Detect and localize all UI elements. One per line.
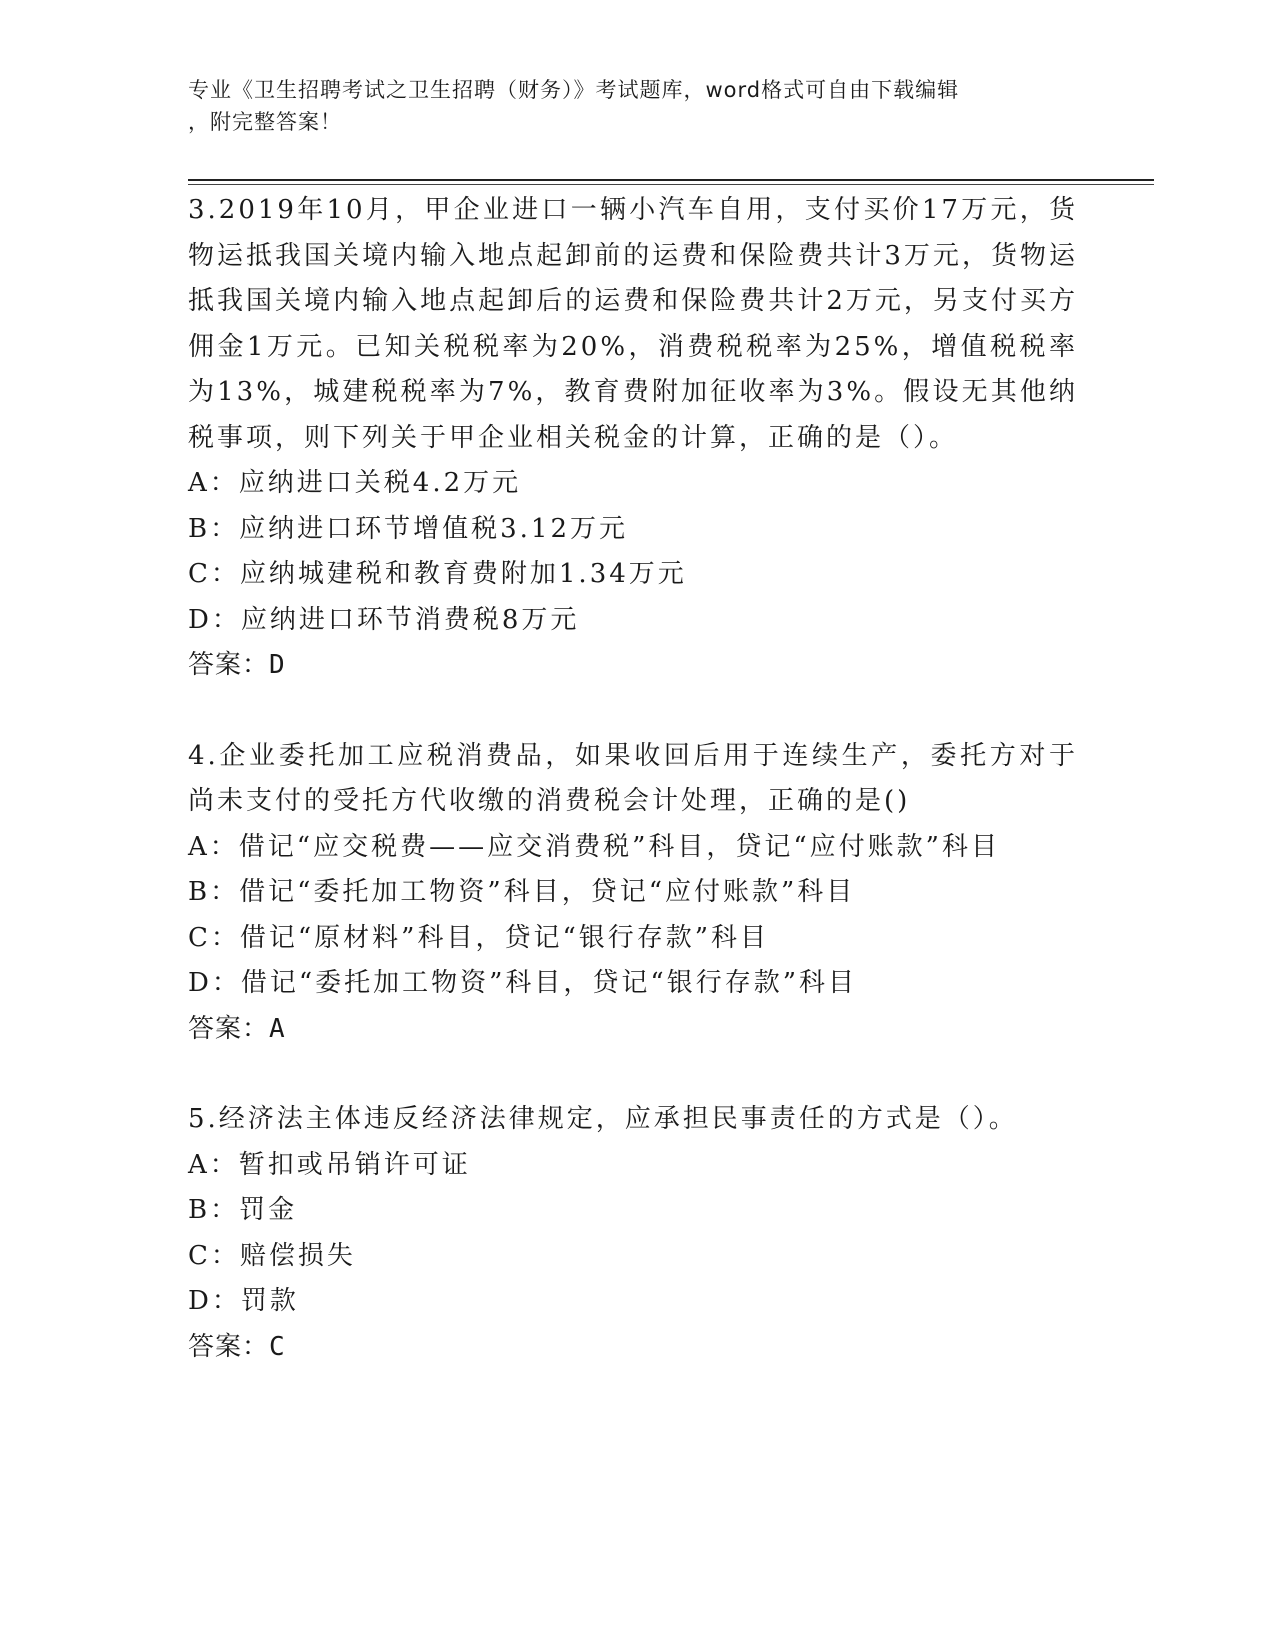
option-b: B：罚金 (188, 1195, 298, 1225)
option-b: B：应纳进口环节增值税3.12万元 (188, 513, 628, 544)
answer-value: D (269, 650, 286, 680)
answer-label: 答案： (188, 1013, 270, 1044)
answer-line (188, 1325, 1078, 1371)
answer-value: C (269, 1331, 286, 1362)
option-b: B：借记“委托加工物资”科目，贷记“应付账款”科目 (188, 877, 856, 907)
option-a: A：应纳进口关税4.2万元 (188, 468, 522, 498)
question-3 (188, 188, 1078, 689)
question-4 (188, 734, 1078, 1053)
option-d: D：罚款 (188, 1286, 299, 1316)
option-c: C：借记“原材料”科目，贷记“银行存款”科目 (188, 922, 770, 953)
spacer (188, 689, 1078, 734)
document-header (188, 74, 1068, 138)
header-divider-thin (188, 184, 1154, 185)
header-divider (188, 179, 1154, 181)
question-stem: 3.2019年10月，甲企业进口一辆小汽车自用，支付买价17万元，货物运抵我国关境内输入地点起卸前的运费和保险费共计3万元，货物运抵我国关境内输入地点起卸后的运费和保险费共计2万元，另支付买方佣金1万元。已知关税税率为20%，消费税税率为25%，增值税税率为13%，城建税税率为7%，教育费附加征收率为3%。假设无其他纳税事项，则下列关于甲企业相关税金的计算，正确的是（）。 (188, 195, 1078, 453)
option-a: A：暂扣或吊销许可证 (188, 1149, 471, 1180)
header-line-1: 专业《卫生招聘考试之卫生招聘（财务）》考试题库，word格式可自由下载编辑 (188, 78, 960, 102)
option-c: C：应纳城建税和教育费附加1.34万元 (188, 559, 687, 589)
question-5 (188, 1097, 1078, 1370)
answer-label: 答案： (188, 1331, 270, 1362)
question-stem: 5.经济法主体违反经济法律规定，应承担民事责任的方式是（）。 (188, 1104, 1018, 1134)
option-d: D：应纳进口环节消费税8万元 (188, 604, 580, 635)
answer-label: 答案： (188, 650, 270, 680)
answer-line (188, 1007, 1078, 1053)
option-d: D：借记“委托加工物资”科目，贷记“银行存款”科目 (188, 968, 858, 998)
answer-line (188, 643, 1078, 689)
answer-value: A (269, 1013, 286, 1044)
option-c: C：赔偿损失 (188, 1240, 356, 1271)
header-line-2: ，附完整答案！ (188, 110, 342, 134)
spacer (188, 1052, 1078, 1097)
option-a: A：借记“应交税费——应交消费税”科目，贷记“应付账款”科目 (188, 831, 1000, 862)
question-list (188, 188, 1078, 1370)
question-stem: 4.企业委托加工应税消费品，如果收回后用于连续生产，委托方对于尚未支付的受托方代收缴的消费税会计处理，正确的是() (188, 740, 1078, 816)
